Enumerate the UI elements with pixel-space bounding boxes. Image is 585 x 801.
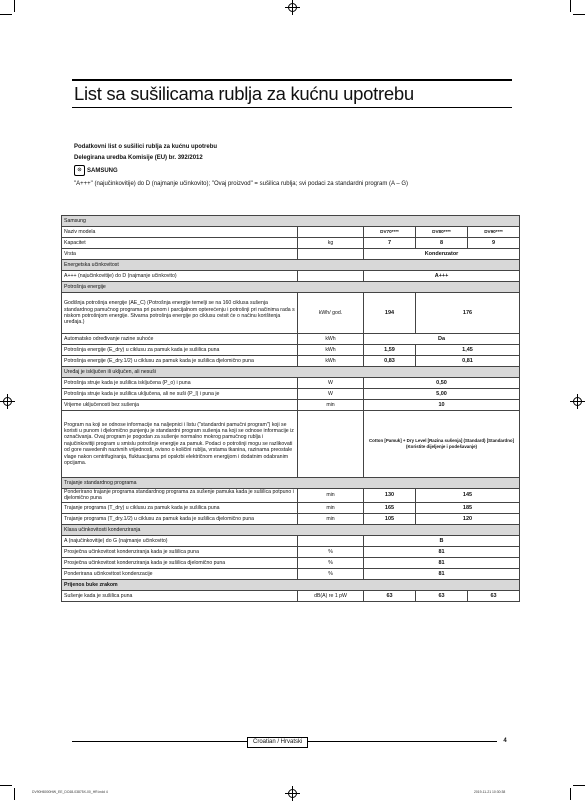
row-unit-cell: kg bbox=[298, 238, 364, 249]
table-row bbox=[62, 489, 520, 503]
print-slug-right: 2019-11-21 10:30:38 bbox=[474, 790, 506, 794]
table-brand-row bbox=[62, 216, 520, 227]
spec-table bbox=[61, 215, 520, 602]
table-row bbox=[62, 378, 520, 389]
row-value-cell: Da bbox=[364, 334, 520, 345]
model-label-cell: Naziv modela bbox=[62, 227, 298, 238]
table-row bbox=[62, 249, 520, 260]
row-label-cell: Ponderirano trajanje programa standardnog programa za sušenje pamuka kada je sušilica potpuno i djelomično puna bbox=[62, 489, 298, 503]
row-value-cell: 1,45 bbox=[416, 345, 520, 356]
row-value-cell: 7 bbox=[364, 238, 416, 249]
row-unit-cell: % bbox=[298, 568, 364, 579]
section-label-cell: Klasa učinkovitosti kondenziranja bbox=[62, 524, 520, 535]
row-unit-cell: W bbox=[298, 389, 364, 400]
row-value-cell: 63 bbox=[364, 590, 416, 601]
row-value-cell: 0,50 bbox=[364, 378, 520, 389]
row-value-cell: 5,00 bbox=[364, 389, 520, 400]
table-row bbox=[62, 546, 520, 557]
table-row bbox=[62, 557, 520, 568]
registration-mark-icon bbox=[288, 789, 297, 798]
table-row bbox=[62, 513, 520, 524]
row-value-cell: B bbox=[364, 535, 520, 546]
row-value-cell: 1,59 bbox=[364, 345, 416, 356]
row-unit-cell bbox=[298, 271, 364, 282]
table-row bbox=[62, 535, 520, 546]
table-row bbox=[62, 590, 520, 601]
row-unit-cell bbox=[298, 249, 364, 260]
row-value-cell: 165 bbox=[364, 502, 416, 513]
table-row bbox=[62, 502, 520, 513]
table-section-row bbox=[62, 579, 520, 590]
table-row bbox=[62, 293, 520, 334]
row-value-cell: Kondenzator bbox=[364, 249, 520, 260]
energy-class-note: "A+++" (najučinkovitije) do D (najmanje učinkovito); "Ovaj proizvod" = sušilica rublja; svi podaci za standardni program (A – G) bbox=[74, 181, 409, 187]
crop-mark bbox=[0, 14, 12, 15]
row-value-cell: 145 bbox=[416, 489, 520, 503]
model-name-cell: DV90**** bbox=[468, 227, 520, 238]
row-unit-cell bbox=[298, 535, 364, 546]
table-section-row bbox=[62, 260, 520, 271]
table-row bbox=[62, 345, 520, 356]
table-row bbox=[62, 568, 520, 579]
row-unit-cell: kWh bbox=[298, 356, 364, 367]
title-bottom-rule bbox=[72, 107, 512, 108]
row-unit-cell: min bbox=[298, 400, 364, 411]
row-unit-cell: W bbox=[298, 378, 364, 389]
row-label-cell: Kapacitet bbox=[62, 238, 298, 249]
row-label-cell: Potrošnja energije (E_dry) u ciklusu za pamuk kada je sušilica puna bbox=[62, 345, 298, 356]
row-label-cell: Vrsta bbox=[62, 249, 298, 260]
row-unit-cell bbox=[298, 411, 364, 478]
brand-logo-line bbox=[74, 165, 408, 176]
datasheet-heading: Podatkovni list o sušilici rublja za kućnu upotrebu bbox=[74, 144, 218, 150]
row-label-cell: Automatsko određivanje razine suhoće bbox=[62, 334, 298, 345]
row-value-cell: 10 bbox=[364, 400, 520, 411]
registration-mark-icon bbox=[573, 397, 582, 406]
row-value-cell: 130 bbox=[364, 489, 416, 503]
row-value-cell: 120 bbox=[416, 513, 520, 524]
row-value-cell: 185 bbox=[416, 502, 520, 513]
row-label-cell: Program na koji se odnose informacije na naljepnici i listu ("standardni pamučni program") koji se koristi u punom i djelomično punjenju je standardni program sušenja na koji se odnose informacije iz označivanja. Ovaj program je pogodan za sušenje normalno mokrog pamučnog rublja i najučinkovitiji program u smislu potrošnje energije za pamuk. Podaci o potrošnji mogu se razlikovati od gore navedenih nazivnih vrijednosti, ovisno o količini rublja, vrstama tkanina, razinama preostale vlage nakon centrifugiranja, fluktuacijama pri opskrbi električnom energijom i dodatnim odabranim opcijama. bbox=[62, 411, 298, 478]
section-label-cell: Uređaj je isključen ili uključen, ali nesuši bbox=[62, 367, 520, 378]
row-unit-cell: kWh bbox=[298, 334, 364, 345]
row-label-cell: Potrošnja struje kada je sušilica isključena (P_o) i puna bbox=[62, 378, 298, 389]
section-label-cell: Trajanje standardnog programa bbox=[62, 478, 520, 489]
row-label-cell: Prosječna učinkovitost kondenziranja kada je sušilica djelomično puna bbox=[62, 557, 298, 568]
table-row bbox=[62, 238, 520, 249]
row-value-cell: 63 bbox=[468, 590, 520, 601]
section-label-cell: Prijenos buke zrakom bbox=[62, 579, 520, 590]
model-name-cell: DV70**** bbox=[364, 227, 416, 238]
brand-cell: Samsung bbox=[62, 216, 520, 227]
crop-mark bbox=[570, 788, 571, 800]
row-label-cell: Prosječna učinkovitost kondenziranja kada je sušilica puna bbox=[62, 546, 298, 557]
row-value-cell: Cotton [Pamuk] + Dry Level [Razina sušenja] (Standard) [Standardno] (Koristite dijeljenje i podešavanje) bbox=[364, 411, 520, 478]
regulation-reference: Delegirana uredba Komisije (EU) br. 392/2012 bbox=[74, 155, 203, 161]
row-value-cell: 0,83 bbox=[364, 356, 416, 367]
crop-mark bbox=[14, 788, 15, 800]
row-label-cell: A+++ (najučinkovitije) do D (najmanje učinkovito) bbox=[62, 271, 298, 282]
row-unit-cell: dB(A) re 1 pW bbox=[298, 590, 364, 601]
row-value-cell: A+++ bbox=[364, 271, 520, 282]
table-row bbox=[62, 334, 520, 345]
model-unit-cell bbox=[298, 227, 364, 238]
row-value-cell: 81 bbox=[364, 557, 520, 568]
table-section-row bbox=[62, 524, 520, 535]
table-section-row bbox=[62, 282, 520, 293]
model-name-cell: DV80**** bbox=[416, 227, 468, 238]
row-label-cell: Potrošnja struje kada je sušilica uključena, ali ne suši (P_l) i puna je bbox=[62, 389, 298, 400]
section-label-cell: Potrošnja energije bbox=[62, 282, 520, 293]
row-value-cell: 194 bbox=[364, 293, 416, 334]
row-value-cell: 81 bbox=[364, 568, 520, 579]
title-top-rule bbox=[72, 79, 512, 81]
table-model-row bbox=[62, 227, 520, 238]
row-unit-cell: min bbox=[298, 489, 364, 503]
row-label-cell: Sušenje kada je sušilica puna bbox=[62, 590, 298, 601]
crop-mark bbox=[14, 0, 15, 12]
row-unit-cell: min bbox=[298, 513, 364, 524]
table-row bbox=[62, 411, 520, 478]
row-value-cell: 63 bbox=[416, 590, 468, 601]
row-label-cell: Trajanje programa (T_dry.1/2) u ciklusu za pamuk kada je sušilica djelomično puna bbox=[62, 513, 298, 524]
row-value-cell: 105 bbox=[364, 513, 416, 524]
footer-language: Croatian / Hrvatski bbox=[247, 737, 308, 748]
brand-logo-text: SAMSUNG bbox=[87, 167, 118, 174]
row-label-cell: A (najučinkovitije) do G (najmanje učinkovito) bbox=[62, 535, 298, 546]
table-row bbox=[62, 400, 520, 411]
row-value-cell: 176 bbox=[416, 293, 520, 334]
row-unit-cell: % bbox=[298, 546, 364, 557]
row-label-cell: Ponderirana učinkovitost kondenzacije bbox=[62, 568, 298, 579]
footer-page-number: 4 bbox=[497, 737, 513, 746]
crop-mark bbox=[0, 785, 12, 786]
row-value-cell: 8 bbox=[416, 238, 468, 249]
section-label-cell: Energetska učinkovitost bbox=[62, 260, 520, 271]
row-value-cell: 9 bbox=[468, 238, 520, 249]
registration-mark-icon bbox=[288, 3, 297, 12]
row-label-cell: Vrijeme uključenosti bez sušenja bbox=[62, 400, 298, 411]
table-row bbox=[62, 271, 520, 282]
crop-mark bbox=[573, 14, 585, 15]
row-unit-cell: % bbox=[298, 557, 364, 568]
page-title: List sa sušilicama rublja za kućnu upotrebu bbox=[74, 83, 414, 104]
table-row bbox=[62, 356, 520, 367]
crop-mark bbox=[573, 785, 585, 786]
row-value-cell: 81 bbox=[364, 546, 520, 557]
crop-mark bbox=[570, 0, 571, 12]
row-label-cell: Godišnja potrošnja energije (AE_C) (Potrošnja energije temelji se na 160 ciklusa sušenja standardnog pamučnog programa pri punom i parcijalnom opterećenju i potrošnji pri načinima rada s niskom potrošnjom energije. Stvarna potrošnja energije po ciklusu ovisit će o načinu korištenja uređaja.) bbox=[62, 293, 298, 334]
row-label-cell: Trajanje programa (T_dry) u ciklusu za pamuk kada je sušilica puna bbox=[62, 502, 298, 513]
row-unit-cell: kWh bbox=[298, 345, 364, 356]
row-value-cell: 0,81 bbox=[416, 356, 520, 367]
regulation-info bbox=[74, 143, 408, 188]
print-slug-left: DV90H8000HW_EE_DC68-03875X-00_HR.indd 4 bbox=[32, 790, 108, 794]
row-label-cell: Potrošnja energije (E_dry.1/2) u ciklusu za pamuk kada je sušilica djelomično puna bbox=[62, 356, 298, 367]
brand-emblem-icon: ⊙ bbox=[74, 165, 85, 176]
row-unit-cell: kWh/ god. bbox=[298, 293, 364, 334]
table-section-row bbox=[62, 367, 520, 378]
registration-mark-icon bbox=[3, 397, 12, 406]
table-section-row bbox=[62, 478, 520, 489]
row-unit-cell: min bbox=[298, 502, 364, 513]
table-row bbox=[62, 389, 520, 400]
